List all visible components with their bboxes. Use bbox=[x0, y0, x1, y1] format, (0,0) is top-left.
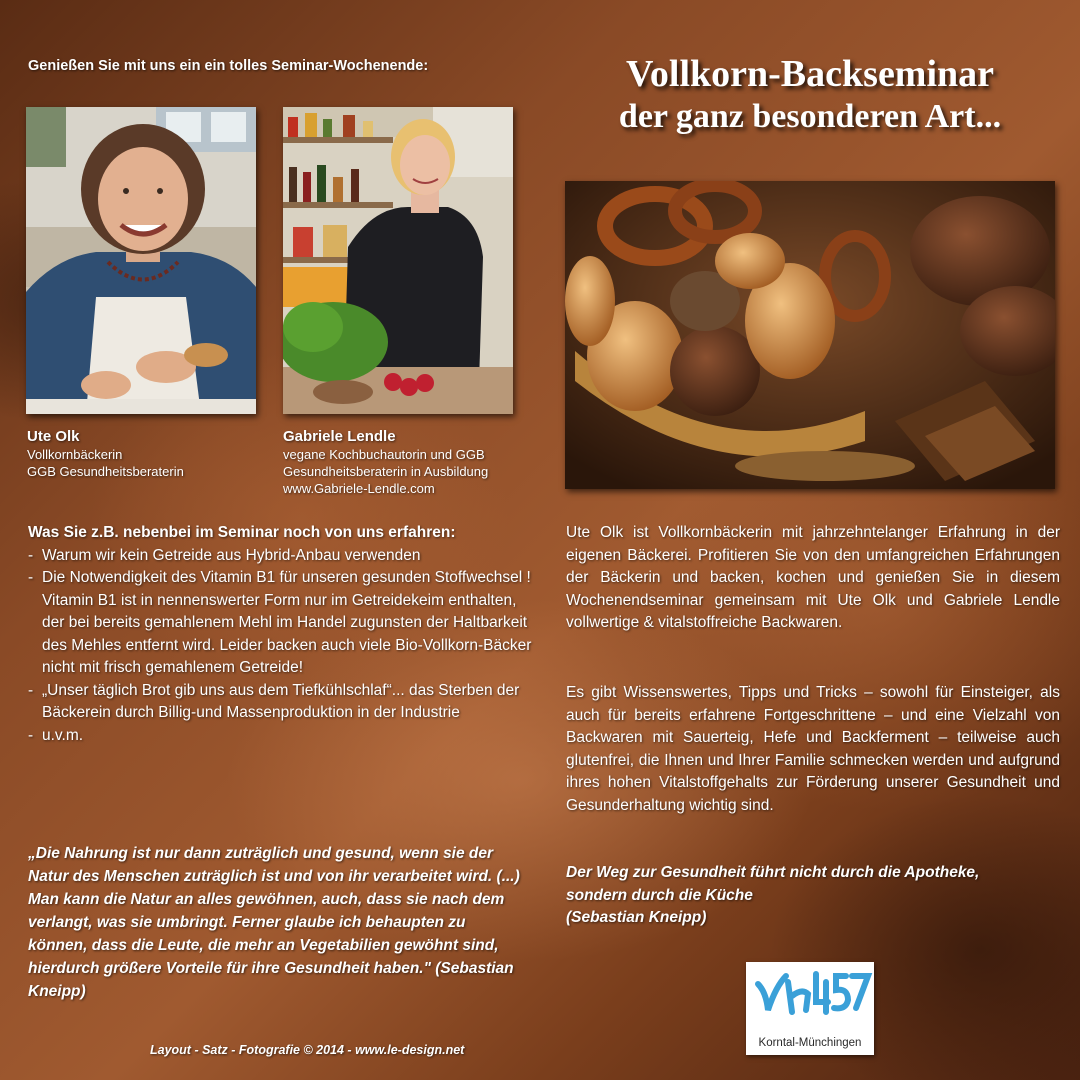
korntal-muenchingen-logo bbox=[746, 962, 874, 1055]
list-item: - Warum wir kein Getreide aus Hybrid-Anbau verwenden bbox=[28, 545, 538, 568]
description-paragraph-2: Es gibt Wissenswertes, Tipps und Tricks – sowohl für Einsteiger, als auch für bereits erfahrene Fortgeschrittene – und eine Vielzahl von Backwaren mit Sauerteig, Hefe und Backferment – teilweise auch glutenfrei, die Ihnen und Ihrer Familie schmecken werden und aufgrund ihres hohen Vitalstoffgehalts zur Förderung unserer Gesundheit und Gesunderhaltung wichtig sind. bbox=[566, 684, 1060, 814]
intro-text: Genießen Sie mit uns ein ein tolles Seminar-Wochenende: bbox=[28, 58, 429, 74]
person-role: vegane Kochbuchautorin und GGB bbox=[283, 447, 485, 462]
kneipp-quote-left: „Die Nahrung ist nur dann zuträglich und gesund, wenn sie der Natur des Menschen zuträglich ist und von ihr verarbeitet wird. (...) Man kann die Natur an alles gewöhnen, auch, dass sie nach dem verlangt, was sie umbringt. Ferner glaube ich behaupten zu können, dass die Leute, die mehr an Vegetabilien gewöhnt sind, hierdurch größere Vorteile für ihre Gesundheit haben." (Sebastian Kneipp) bbox=[28, 845, 520, 1000]
logo-text: Korntal-Münchingen bbox=[758, 1037, 862, 1049]
quote-author: (Sebastian Kneipp) bbox=[566, 909, 707, 926]
seminar-topics bbox=[28, 522, 538, 747]
credit-line: Layout - Satz - Fotografie © 2014 - www.le-design.net bbox=[150, 1043, 465, 1057]
page-title bbox=[560, 52, 1060, 138]
list-item: - u.v.m. bbox=[28, 725, 538, 748]
person-role: GGB Gesundheitsberaterin bbox=[27, 464, 184, 479]
topics-list bbox=[28, 545, 538, 748]
person-gabriele-lendle bbox=[283, 428, 488, 497]
person-name: Gabriele Lendle bbox=[283, 428, 396, 445]
person-role: Gesundheitsberaterin in Ausbildung bbox=[283, 464, 489, 479]
topics-heading: Was Sie z.B. nebenbei im Seminar noch von uns erfahren: bbox=[28, 524, 456, 541]
list-item: - „Unser täglich Brot gib uns aus dem Tiefkühlschlaf“... das Sterben der Bäckerein durch Billig-und Massenproduktion in der Industrie bbox=[28, 680, 538, 725]
person-website-link[interactable]: www.Gabriele-Lendle.com bbox=[283, 481, 435, 496]
person-role: Vollkornbäckerin bbox=[27, 447, 123, 462]
logo-mark-icon bbox=[746, 962, 874, 1032]
title-line-2: der ganz besonderen Art... bbox=[618, 98, 1002, 135]
list-item: - Die Notwendigkeit des Vitamin B1 für unseren gesunden Stoffwechsel ! Vitamin B1 ist in nennenswerter Form nur im Getreidekeim enthalten, der bei bereits gemahlenem Mehl im Handel zugunsten der Haltbarkeit des Mehles entfernt wird. Leider backen auch viele Bio-Vollkorn-Bäcker nicht mit frisch gemahlenem Getreide! bbox=[28, 567, 538, 680]
title-line-1: Vollkorn-Backseminar bbox=[625, 53, 995, 95]
quote-line: Der Weg zur Gesundheit führt nicht durch die Apotheke, bbox=[566, 864, 980, 881]
photo-gabriele-lendle bbox=[283, 107, 513, 414]
quote-line: sondern durch die Küche bbox=[566, 886, 753, 904]
bread-basket-photo bbox=[565, 181, 1055, 489]
kneipp-quote-right bbox=[566, 862, 1060, 930]
description-paragraph-1: Ute Olk ist Vollkornbäckerin mit jahrzehntelanger Erfahrung in der eigenen Bäckerei. Profitieren Sie von den umfangreichen Erfahrungen der Bäckerin und backen, kochen und genießen Sie in diesem Wochenendseminar gemeinsam mit Ute Olk und Gabriele Lendle vollwertige & vitalstoffreiche Backwaren. bbox=[566, 524, 1060, 631]
photo-ute-olk bbox=[26, 107, 256, 414]
person-ute-olk bbox=[27, 428, 184, 480]
person-name: Ute Olk bbox=[27, 428, 80, 445]
